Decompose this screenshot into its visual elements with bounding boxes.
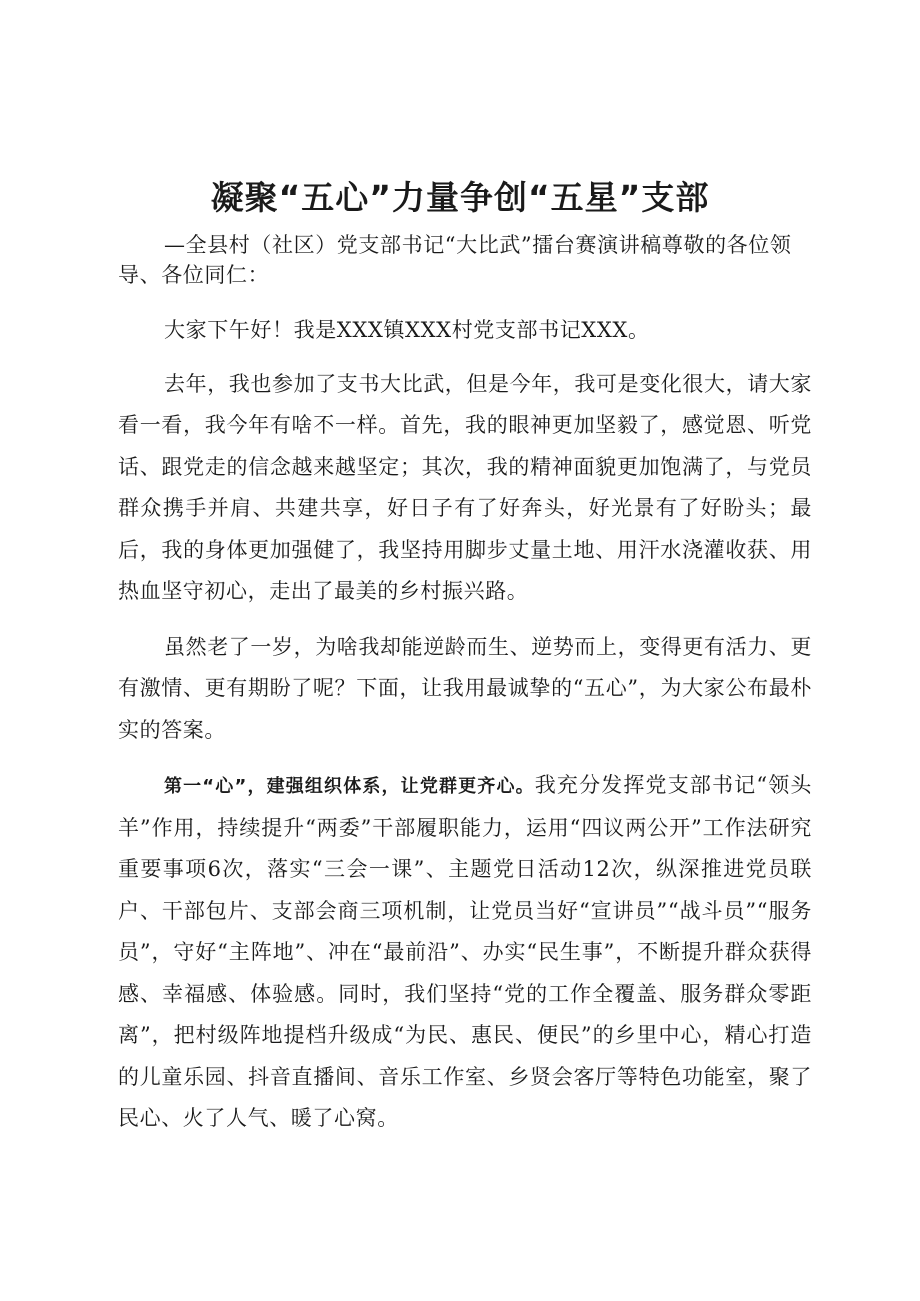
body-paragraph-2: 虽然老了一岁，为啥我却能逆龄而生、逆势而上，变得更有活力、更有激情、更有期盼了呢？下面，让我用最诚挚的“五心”，为大家公布最朴实的答案。 bbox=[118, 634, 812, 742]
paragraph-3-body: 我充分发挥党支部书记“领头羊”作用，持续提升“两委”干部履职能力，运用“四议两公开”工作法研究重要事项6次，落实“三会一课”、主题党日活动12次，纵深推进党员联户、干部包片、支部会商三项机制，让党员当好“宣讲员”“战斗员”“服务员”，守好“主阵地”、冲在“最前沿”、办实“民生事”，不断提升群众获得感、幸福感、体验感。同时，我们坚持“党的工作全覆盖、服务群众零距离”，把村级阵地提档升级成“为民、惠民、便民”的乡里中心，精心打造的儿童乐园、抖音直播间、音乐工作室、乡贤会客厅等特色功能室，聚了民心、火了人气、暖了心窝。 bbox=[118, 773, 812, 1130]
document-title: 凝聚“五心”力量争创“五星”支部 bbox=[210, 178, 710, 217]
document-subtitle: —全县村（社区）党支部书记“大比武”擂台赛演讲稿尊敬的各位领导、各位同仁： bbox=[118, 233, 792, 287]
greeting-paragraph: 大家下午好！我是XXX镇XXX村党支部书记XXX。 bbox=[164, 318, 650, 342]
body-paragraph-3 bbox=[118, 765, 812, 1140]
paragraph-3-lead: 第一“心”，建强组织体系，让党群更齐心。 bbox=[164, 776, 535, 797]
document-body bbox=[118, 230, 812, 1140]
body-paragraph-1: 去年，我也参加了支书大比武，但是今年，我可是变化很大，请大家看一看，我今年有啥不一样。首先，我的眼神更加坚毅了，感觉恩、听党话、跟党走的信念越来越坚定；其次，我的精神面貌更加饱满了，与党员群众携手并肩、共建共享，好日子有了好奔头，好光景有了好盼头；最后，我的身体更加强健了，我坚持用脚步丈量土地、用汗水浇灌收获、用热血坚守初心，走出了最美的乡村振兴路。 bbox=[118, 371, 812, 603]
